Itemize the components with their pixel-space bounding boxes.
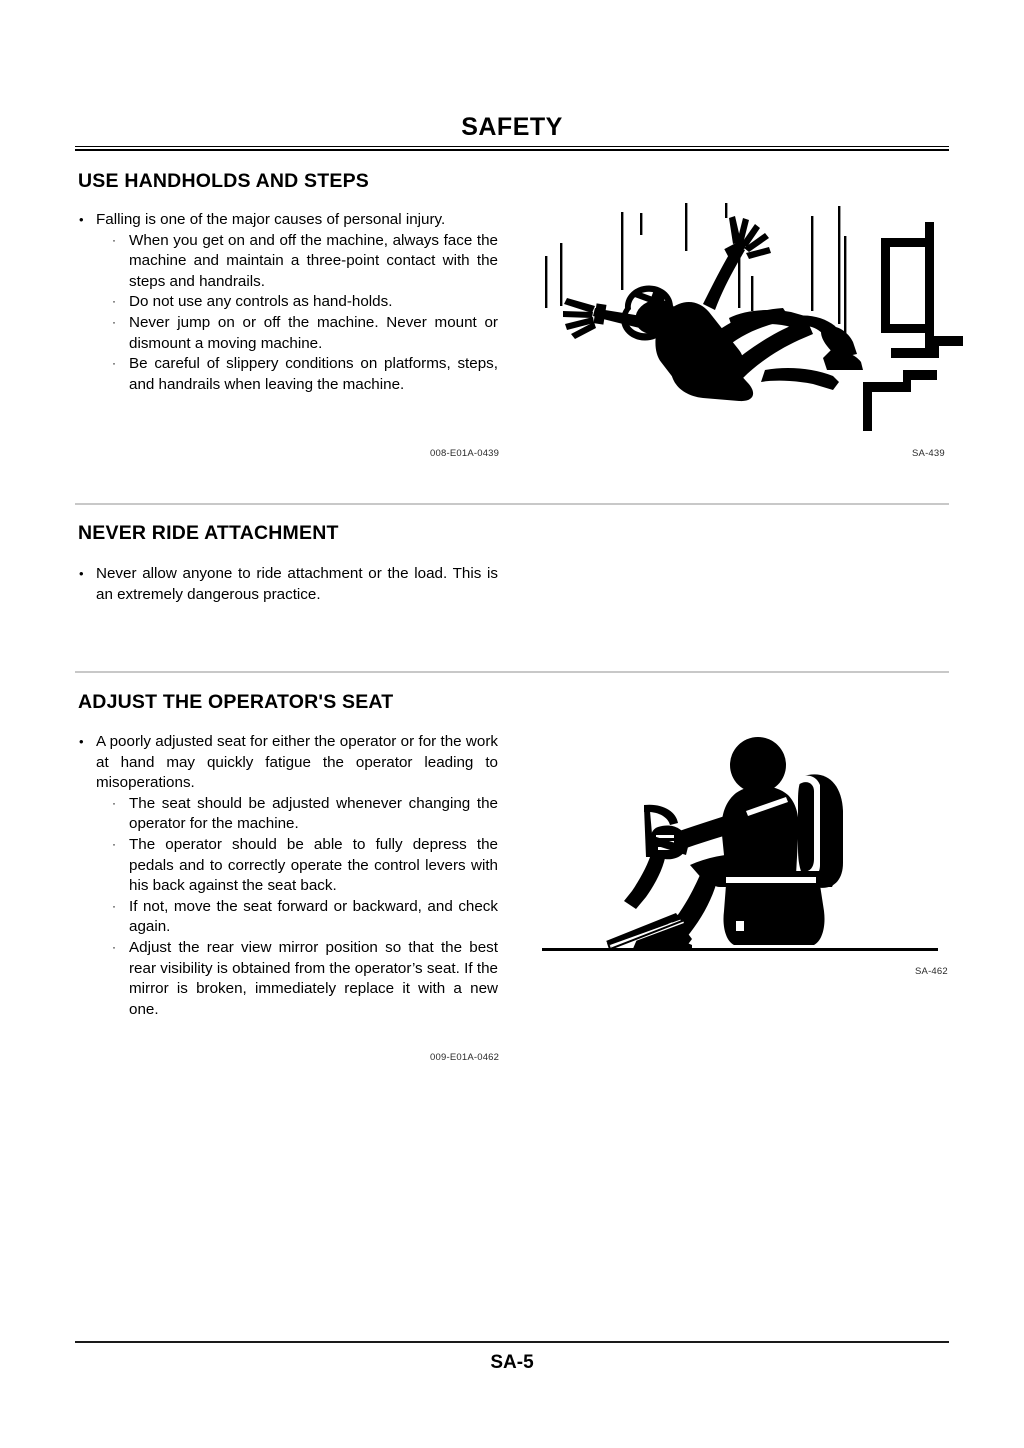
bullet-text: Falling is one of the major causes of personal injury. — [96, 211, 446, 228]
subbullet-marker: · — [112, 294, 116, 309]
list-item — [78, 732, 498, 1020]
section-heading-use-handholds-and-steps: USE HANDHOLDS AND STEPS — [78, 170, 369, 192]
subbullet-list — [96, 231, 498, 396]
bullet-marker: • — [79, 734, 84, 749]
bullet-text: Never allow anyone to ride attachment or the load. This is an extremely dangerous practice. — [96, 565, 498, 603]
footer-rule — [75, 1341, 949, 1343]
subbullet-marker: · — [112, 232, 116, 247]
subbullet-text: Adjust the rear view mirror position so that the best rear visibility is obtained from the operator’s seat. If the mirror is broken, immediately replace it with a new one. — [129, 938, 498, 1018]
bullet-list — [78, 732, 498, 1020]
list-item — [112, 897, 498, 938]
subbullet-list — [96, 794, 498, 1021]
subbullet-text: Be careful of slippery conditions on platforms, steps, and handrails when leaving the machine. — [129, 355, 498, 393]
list-item — [112, 835, 498, 897]
section-divider — [75, 503, 949, 505]
header-rule-thin — [75, 146, 949, 147]
subbullet-text: The operator should be able to fully depress the pedals and to correctly operate the control levers with his back against the seat back. — [129, 835, 498, 895]
bullet-marker: • — [79, 212, 84, 227]
section-body-use-handholds-and-steps — [78, 210, 498, 395]
page-number: SA-5 — [490, 1352, 534, 1373]
list-item — [78, 564, 498, 605]
subbullet-marker: · — [112, 939, 116, 954]
subbullet-marker: · — [112, 314, 116, 329]
page-header — [75, 112, 949, 142]
header-rule-thick — [75, 149, 949, 151]
figure-reference-code-right: SA-462 — [915, 966, 948, 977]
bullet-list — [78, 210, 498, 395]
section-body-adjust-the-operators-seat — [78, 732, 498, 1020]
figure-reference-code-left: 008-E01A-0439 — [430, 448, 500, 459]
subbullet-text: When you get on and off the machine, always face the machine and maintain a three-point contact with the steps and handrails. — [129, 231, 498, 290]
list-item — [112, 313, 498, 354]
subbullet-text: The seat should be adjusted whenever changing the operator for the machine. — [129, 794, 498, 833]
figure-reference-code-right: SA-439 — [912, 448, 945, 459]
list-item — [112, 231, 498, 293]
subbullet-marker: · — [112, 836, 116, 851]
page-title: SAFETY — [461, 113, 563, 141]
list-item — [112, 794, 498, 835]
bullet-list — [78, 564, 498, 605]
subbullet-text: If not, move the seat forward or backward, and check again. — [129, 897, 498, 936]
bullet-text: A poorly adjusted seat for either the operator or for the work at hand may quickly fatigue the operator leading to misoperations. — [96, 733, 498, 792]
subbullet-marker: · — [112, 898, 116, 913]
subbullet-text: Never jump on or off the machine. Never mount or dismount a moving machine. — [129, 313, 498, 352]
bullet-marker: • — [79, 566, 84, 581]
list-item — [112, 938, 498, 1020]
figure-reference-code-left: 009-E01A-0462 — [430, 1052, 500, 1063]
subbullet-marker: · — [112, 795, 116, 810]
subbullet-marker: · — [112, 356, 116, 371]
list-item — [112, 292, 498, 313]
falling-from-machine-steps-illustration — [533, 200, 963, 435]
section-divider — [75, 671, 949, 673]
operator-seated-at-controls-illustration — [540, 715, 950, 955]
list-item — [78, 210, 498, 395]
header-double-rule — [75, 146, 949, 151]
list-item — [112, 354, 498, 395]
section-heading-adjust-the-operators-seat: ADJUST THE OPERATOR'S SEAT — [78, 691, 394, 713]
section-body-never-ride-attachment — [78, 564, 498, 605]
section-heading-never-ride-attachment: NEVER RIDE ATTACHMENT — [78, 522, 339, 544]
subbullet-text: Do not use any controls as hand-holds. — [129, 293, 393, 311]
